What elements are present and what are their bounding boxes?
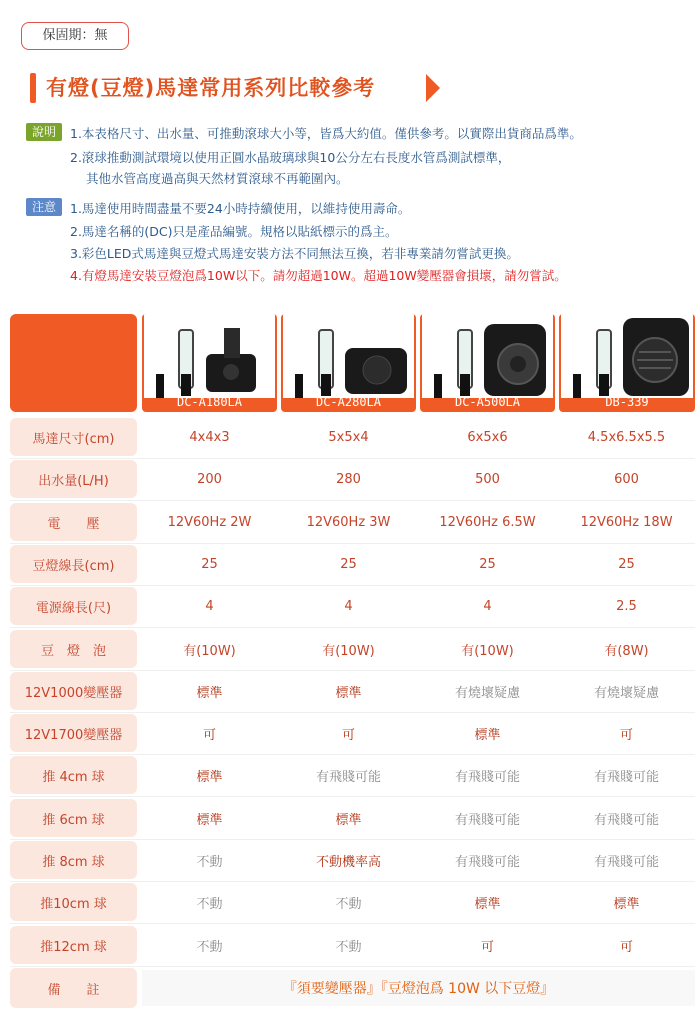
table-cell: 標準 [335, 685, 362, 701]
table-cell: 600 [614, 471, 639, 487]
row-label: 12V1700變壓器 [10, 714, 137, 752]
remark-label: 備 註 [10, 968, 137, 1008]
table-cell: 標準 [474, 896, 501, 912]
caution-line-4: 4.有燈馬達安裝豆燈泡爲10W以下。請勿超過10W。超過10W變壓器會損壞，請勿嘗試。 [70, 268, 567, 283]
row-divider [10, 966, 695, 967]
table-cell: 有飛賤可能 [315, 769, 381, 785]
table-cell: 可 [619, 939, 633, 955]
row-label: 電源線長(尺) [10, 587, 137, 625]
table-cell: 有燒壞疑慮 [593, 685, 659, 701]
model-header-2 [281, 314, 416, 412]
table-cell: 25 [479, 556, 496, 572]
table-cell: 有飛賤可能 [593, 854, 659, 870]
row-label: 推 4cm 球 [10, 756, 137, 794]
table-cell: 2.5 [616, 598, 637, 614]
model-label-3: DC-A500LA [454, 395, 521, 409]
table-cell: 12V60Hz 2W [167, 514, 252, 530]
table-cell: 12V60Hz 6.5W [439, 514, 536, 530]
row-divider [10, 585, 695, 586]
row-divider [10, 754, 695, 755]
table-header-corner [10, 314, 137, 412]
row-label: 馬達尺寸(cm) [10, 418, 137, 456]
row-divider [10, 796, 695, 797]
table-cell: 有飛賤可能 [593, 769, 659, 785]
table-cell: 有(10W) [461, 643, 514, 659]
table-cell: 4 [483, 598, 492, 614]
caution-line-2: 2.馬達名稱的(DC)只是產品編號。規格以貼紙標示的爲主。 [70, 224, 398, 239]
table-cell: 4 [344, 598, 353, 614]
table-cell: 有(10W) [183, 643, 236, 659]
pump-image-3 [422, 314, 553, 398]
table-cell: 有飛賤可能 [593, 812, 659, 828]
pump-image-2 [283, 314, 414, 398]
table-cell: 有(8W) [604, 643, 649, 659]
table-cell: 標準 [196, 769, 223, 785]
row-label: 出水量(L/H) [10, 460, 137, 498]
table-cell: 不動 [335, 896, 362, 912]
table-cell: 280 [336, 471, 361, 487]
table-cell: 不動 [196, 854, 223, 870]
table-cell: 標準 [196, 812, 223, 828]
table-cell: 不動機率高 [315, 854, 381, 870]
pump-image-1 [144, 314, 275, 398]
model-label-2: DC-A280LA [315, 395, 382, 409]
table-cell: 4 [205, 598, 214, 614]
page-title: 有燈(豆燈)馬達常用系列比較參考 [46, 76, 376, 100]
table-cell: 6x5x6 [467, 429, 508, 445]
row-label: 豆 燈 泡 [10, 630, 137, 668]
table-cell: 25 [201, 556, 218, 572]
row-label: 推10cm 球 [10, 883, 137, 921]
description-tag: 說明 [26, 123, 62, 141]
table-cell: 標準 [474, 727, 501, 743]
pump-image-4 [561, 314, 693, 398]
row-divider [10, 923, 695, 924]
row-label: 豆燈線長(cm) [10, 545, 137, 583]
model-label-4: DB-339 [605, 395, 649, 409]
table-cell: 500 [475, 471, 500, 487]
row-divider [10, 627, 695, 628]
table-cell: 4.5x6.5x5.5 [587, 429, 666, 445]
remark-text: 『須要變壓器』『豆燈泡爲 10W 以下豆燈』 [142, 970, 695, 1006]
model-label-1: DC-A180LA [176, 395, 243, 409]
table-cell: 25 [340, 556, 357, 572]
description-line-2: 2.滾球推動測試環境以使用正圓水晶玻璃球與10公分左右長度水管爲測試標準， [70, 150, 511, 165]
row-divider [10, 500, 695, 501]
table-cell: 有(10W) [322, 643, 375, 659]
table-cell: 有燒壞疑慮 [454, 685, 520, 701]
table-cell: 可 [202, 727, 216, 743]
row-divider [10, 712, 695, 713]
model-header-3 [420, 314, 555, 412]
table-cell: 標準 [196, 685, 223, 701]
row-divider [10, 670, 695, 671]
row-label: 12V1000變壓器 [10, 672, 137, 710]
table-cell: 可 [341, 727, 355, 743]
table-cell: 有飛賤可能 [454, 769, 520, 785]
table-cell: 不動 [335, 939, 362, 955]
caution-line-1: 1.馬達使用時間盡量不要24小時持續使用，以維持使用壽命。 [70, 201, 411, 216]
table-cell: 有飛賤可能 [454, 854, 520, 870]
description-line-3: 其他水管高度過高與天然材質滾球不再範圍內。 [86, 171, 349, 186]
table-cell: 有飛賤可能 [454, 812, 520, 828]
table-cell: 不動 [196, 939, 223, 955]
model-header-4 [559, 314, 695, 412]
table-cell: 標準 [613, 896, 640, 912]
table-cell: 5x5x4 [328, 429, 369, 445]
title-arrow-icon [426, 74, 440, 102]
table-cell: 12V60Hz 18W [580, 514, 673, 530]
table-cell: 可 [619, 727, 633, 743]
row-label: 推 6cm 球 [10, 799, 137, 837]
row-label: 推12cm 球 [10, 926, 137, 964]
row-divider [10, 543, 695, 544]
row-divider [10, 458, 695, 459]
table-cell: 25 [618, 556, 635, 572]
table-cell: 4x4x3 [189, 429, 230, 445]
warranty-badge: 保固期：無 [21, 22, 129, 50]
table-cell: 不動 [196, 896, 223, 912]
row-divider [10, 839, 695, 840]
table-cell: 200 [197, 471, 222, 487]
title-accent-bar [30, 73, 36, 103]
row-label: 推 8cm 球 [10, 841, 137, 879]
model-header-1 [142, 314, 277, 412]
row-divider [10, 881, 695, 882]
caution-line-3: 3.彩色LED式馬達與豆燈式馬達安裝方法不同無法互換，若非專業請勿嘗試更換。 [70, 246, 519, 261]
table-cell: 標準 [335, 812, 362, 828]
caution-tag: 注意 [26, 198, 62, 216]
description-line-1: 1.本表格尺寸、出水量、可推動滾球大小等，皆爲大約值。僅供參考。以實際出貨商品爲準。 [70, 126, 582, 141]
row-label: 電 壓 [10, 503, 137, 541]
table-cell: 可 [480, 939, 494, 955]
table-cell: 12V60Hz 3W [306, 514, 391, 530]
